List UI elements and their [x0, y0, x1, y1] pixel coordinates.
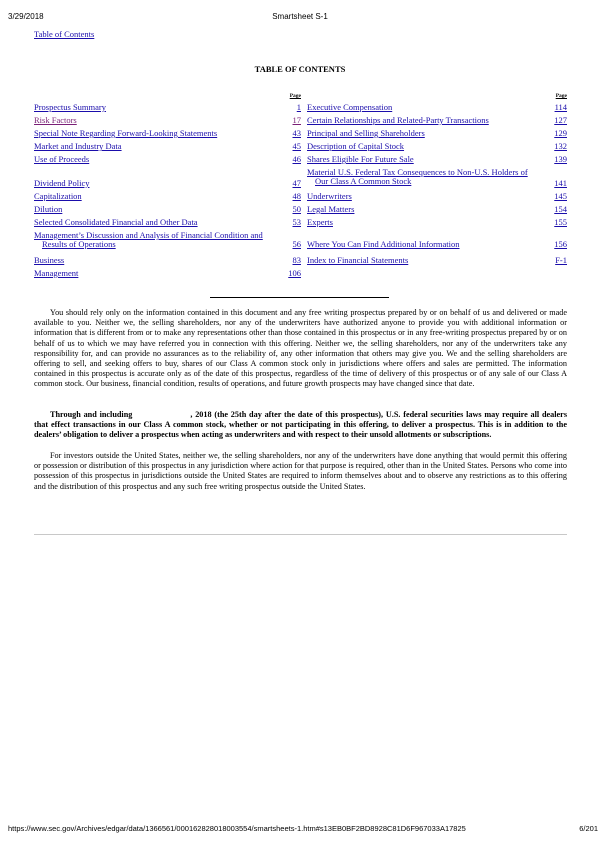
toc-page-link[interactable]: 132 [554, 141, 567, 151]
toc-entry-dilution[interactable]: Dilution [34, 204, 63, 214]
table-of-contents [34, 92, 567, 282]
toc-entry-shares-eligible-future-sale[interactable]: Shares Eligible For Future Sale [307, 154, 414, 164]
page-column-header: Page [289, 93, 301, 99]
table-of-contents-link[interactable]: Table of Contents [34, 29, 95, 39]
toc-title: TABLE OF CONTENTS [254, 64, 346, 74]
toc-page-link[interactable]: 1 [296, 102, 301, 112]
page-end-divider [34, 534, 567, 535]
page-column-header: Page [555, 93, 567, 99]
toc-entry-underwriters[interactable]: Underwriters [307, 191, 352, 201]
toc-entry-tax-consequences[interactable] [307, 168, 528, 186]
section-divider [210, 297, 389, 298]
toc-page-link[interactable]: 56 [292, 239, 301, 249]
toc-page-link[interactable]: 50 [292, 204, 301, 214]
toc-entry-selected-financial-data[interactable]: Selected Consolidated Financial and Other Data [34, 217, 198, 227]
toc-entry-capitalization[interactable]: Capitalization [34, 191, 82, 201]
toc-page-link[interactable]: 47 [292, 178, 301, 188]
toc-entry-related-party-transactions[interactable]: Certain Relationships and Related-Party Transactions [307, 115, 489, 125]
paragraph-text: For investors outside the United States, neither we, the selling shareholders, nor any of the underwriters have done anything that would permit this offering or possession or distribution of this prospectus in any jurisdiction where action for that purpose is required, other than in the United States. Persons who come into possession of this prospectus in jurisdictions outside the United States are required to inform themselves about and to observe any restrictions as to this offering and the distribution of this prospectus and any such free writing prospectus outside the United States. [34, 451, 567, 491]
toc-page-link[interactable]: 127 [554, 115, 567, 125]
toc-page-link[interactable]: 139 [554, 154, 567, 164]
toc-entry-risk-factors[interactable]: Risk Factors [34, 115, 77, 125]
toc-entry-market-and-industry-data[interactable]: Market and Industry Data [34, 141, 122, 151]
toc-entry-forward-looking-statements[interactable]: Special Note Regarding Forward-Looking Statements [34, 128, 218, 138]
toc-page-link[interactable]: 46 [292, 154, 301, 164]
toc-page-link[interactable]: 114 [554, 102, 567, 112]
toc-page-link[interactable]: 48 [292, 191, 301, 201]
toc-entry-financial-statements-index[interactable]: Index to Financial Statements [307, 255, 409, 265]
toc-entry-dividend-policy[interactable]: Dividend Policy [34, 178, 90, 188]
paragraph-text-start: Through and including [50, 410, 133, 419]
toc-entry-business[interactable]: Business [34, 255, 65, 265]
print-doc-title: Smartsheet S-1 [272, 12, 328, 21]
toc-page-link[interactable]: 17 [292, 115, 301, 125]
toc-page-link[interactable]: 141 [554, 178, 567, 188]
print-page-number: 6/201 [579, 824, 598, 833]
toc-entry-executive-compensation[interactable]: Executive Compensation [307, 102, 393, 112]
toc-page-link[interactable]: 129 [554, 128, 567, 138]
toc-entry-management[interactable]: Management [34, 268, 79, 278]
print-url: https://www.sec.gov/Archives/edgar/data/1366561/000162828018003554/smartsheets-1.htm#s13EB0BF2BD8928C81D6F967033A17825 [8, 824, 466, 833]
toc-page-link[interactable]: 145 [554, 191, 567, 201]
toc-page-link[interactable]: 106 [288, 268, 301, 278]
dealer-prospectus-paragraph [34, 410, 567, 441]
toc-page-link[interactable]: 53 [292, 217, 301, 227]
toc-page-link[interactable]: 43 [292, 128, 301, 138]
toc-page-link[interactable]: 154 [554, 204, 567, 214]
toc-entry-line: Results of Operations [42, 239, 116, 249]
print-date: 3/29/2018 [8, 12, 44, 21]
toc-page-link[interactable]: 156 [554, 239, 567, 249]
paragraph-text-rest: , 2018 (the 25th day after the date of this prospectus), U.S. federal securities laws may require all dealers that effect transactions in our Class A common stock, whether or not participating in this offering, to deliver a prospectus. This is in addition to the dealers’ obligation to deliver a prospectus when acting as underwriters and with respect to their unsold allotments or subscriptions. [34, 410, 568, 440]
toc-page-link[interactable]: 83 [292, 255, 301, 265]
toc-entry-principal-shareholders[interactable]: Principal and Selling Shareholders [307, 128, 425, 138]
toc-entry-line: Our Class A Common Stock [315, 176, 412, 186]
toc-entry-mdna[interactable] [34, 231, 263, 249]
toc-page-link[interactable]: F-1 [555, 255, 567, 265]
paragraph-text: You should rely only on the information contained in this document and any free writing prospectus prepared by or on behalf of us and delivered or made available to you. Neither we, the selling shareholders, nor any of the underwriters have authorized anyone to provide you with additional information or information that is different from or to make any representations other than those contained in this prospectus or in any free-writing prospectus prepared by or on behalf of us to which we may have referred you in connection with this offering. Neither we, the selling shareholders, nor any of the underwriters take any responsibility for, and can provide no assurances as to the reliability of, any other information that others may give you. We and the selling shareholders are offering to sell, and seeking offers to buy, shares of our Class A common stock only in jurisdictions where offers and sales are permitted. The information contained in this prospectus is accurate only as of the date of this prospectus, regardless of the time of delivery of this prospectus or of any sale of our Class A common stock. Our business, financial condition, results of operations, and future growth prospects may have changed since that date. [34, 308, 567, 389]
toc-entry-experts[interactable]: Experts [307, 217, 333, 227]
toc-entry-line: Material U.S. Federal Tax Consequences to Non-U.S. Holders of [307, 167, 528, 177]
toc-entry-use-of-proceeds[interactable]: Use of Proceeds [34, 154, 90, 164]
toc-page-link[interactable]: 45 [292, 141, 301, 151]
toc-entry-line: Management’s Discussion and Analysis of Financial Condition and [34, 230, 263, 240]
toc-entry-prospectus-summary[interactable]: Prospectus Summary [34, 102, 107, 112]
toc-page-link[interactable]: 155 [554, 217, 567, 227]
toc-entry-additional-information[interactable]: Where You Can Find Additional Information [307, 239, 460, 249]
toc-entry-legal-matters[interactable]: Legal Matters [307, 204, 355, 214]
foreign-investors-paragraph [34, 451, 567, 492]
toc-entry-description-capital-stock[interactable]: Description of Capital Stock [307, 141, 405, 151]
reliance-paragraph [34, 308, 567, 390]
